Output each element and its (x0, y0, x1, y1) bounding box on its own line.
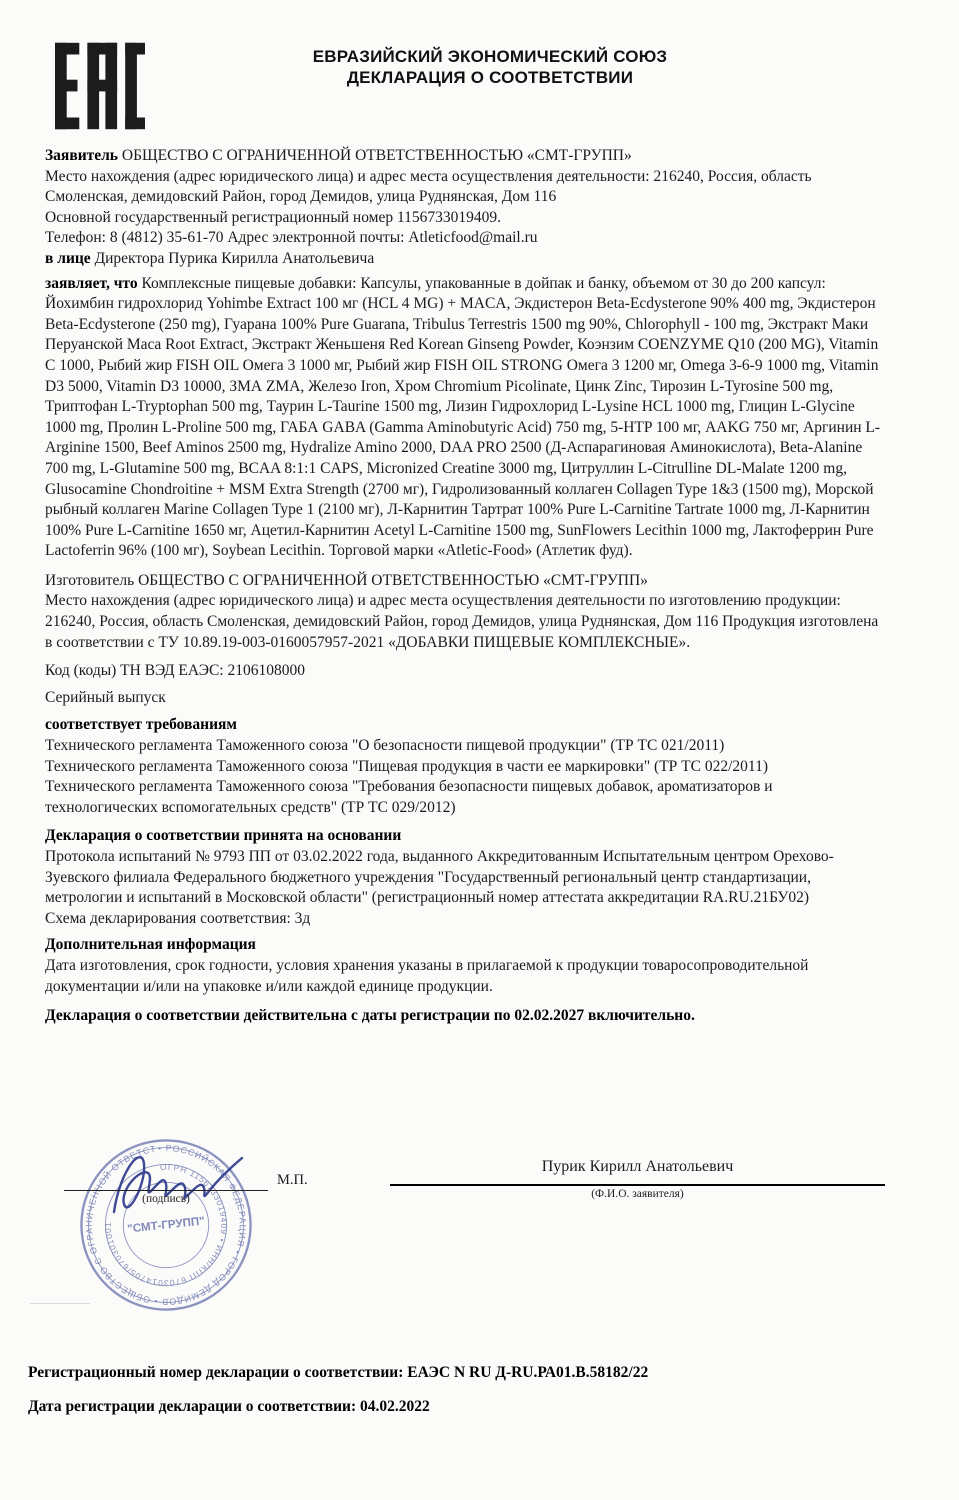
compliance-item-1: Технического регламента Таможенного союза "О безопасности пищевой продукции" (ТР ТС 021/2011) (45, 737, 725, 755)
applicant-name-line (45, 146, 883, 167)
stamp-outer-text: • РОССИЙСКАЯ ФЕДЕРАЦИЯ • ГОРОД ДЕМИДОВ • ОБЩЕСТВО С ОГРАНИЧЕННОЙ ОТВЕТСТВЕННОСТЬЮ (62, 1137, 248, 1307)
document-body (45, 146, 883, 1027)
validity-text: Декларация о соответствии действительна с даты регистрации по 02.02.2027 включительно. (45, 1007, 695, 1025)
compliance-item-2: Технического регламента Таможенного союза "Пищевая продукция в части ее маркировки" (ТР ТС 022/2011) (45, 757, 768, 775)
applicant-address: Место нахождения (адрес юридического лица) и адрес места осуществления деятельности: 216240, Россия, область Смоленская, демидовский Район, город Демидов, улица Руднянская, Дом 116 (45, 167, 812, 206)
signatory-name: Пурик Кирилл Анатольевич (541, 1158, 734, 1175)
additional-header-text: Дополнительная информация (45, 936, 256, 954)
stamp-place-label: М.П. (277, 1172, 308, 1188)
tn-ved-code: Код (коды) ТН ВЭД ЕАЭС: 2106108000 (45, 662, 305, 680)
applicant-contacts: Телефон: 8 (4812) 35-61-70 Адрес электронной почты: Atleticfood@mail.ru (45, 229, 538, 247)
registration-number: Регистрационный номер декларации о соответствии: ЕАЭС N RU Д-RU.РА01.В.58182/22 (28, 1364, 649, 1381)
signatory-caption: (Ф.И.О. заявителя) (591, 1188, 684, 1200)
applicant-name: ОБЩЕСТВО С ОГРАНИЧЕННОЙ ОТВЕТСТВЕННОСТЬЮ «СМТ-ГРУПП» (118, 147, 632, 164)
validity-line (45, 1006, 883, 1027)
scan-artifact (30, 1303, 90, 1304)
signature-line (64, 1190, 268, 1191)
signatory-line (390, 1184, 885, 1186)
document-title (230, 46, 750, 88)
in-person-label: в лице (45, 249, 91, 267)
additional-text: Дата изготовления, срок годности, условия хранения указаны в прилагаемой к продукции товаросопроводительной документации и/или на упаковке и/или каждой единице продукции. (45, 956, 809, 995)
serial-release: Серийный выпуск (45, 688, 166, 706)
basis-scheme: Схема декларирования соответствия: 3д (45, 909, 311, 927)
compliance-item-3: Технического регламента Таможенного союза "Требования безопасности пищевых добавок, ароматизаторов и технологических вспомогательных средств" (ТР ТС 029/2012) (45, 778, 773, 816)
additional-header (45, 935, 883, 956)
eac-logo-icon (55, 40, 145, 137)
handwritten-signature (92, 1130, 262, 1235)
compliance-header-text: соответствует требованиям (45, 716, 237, 734)
basis-header-text: Декларация о соответствии принята на основании (45, 827, 402, 845)
manufacturer-title: Изготовитель ОБЩЕСТВО С ОГРАНИЧЕННОЙ ОТВЕТСТВЕННОСТЬЮ «СМТ-ГРУПП» (45, 571, 648, 589)
stamp-inner-text: ОГРН 1156733019409 • ИНН/КПП 6703014705/670301001 (102, 1161, 230, 1289)
stamp-center-text: "СМТ-ГРУПП" (126, 1215, 206, 1236)
basis-header (45, 826, 883, 847)
declares-label: заявляет, что (45, 274, 138, 292)
applicant-ogrn: Основной государственный регистрационный номер 1156733019409. (45, 208, 502, 226)
manufacturer-address: Место нахождения (адрес юридического лица) и адрес места осуществления деятельности по изготовлению продукции: 216240, Россия, область Смоленская, демидовский Район, город Демидов, улица Руднянская, Дом 116 Продукция изготовлена в соответствии с ТУ 10.89.19-003-0160057957-2021 «ДОБАВКИ ПИЩЕВЫЕ КОМПЛЕКСНЫЕ». (45, 592, 879, 651)
registration-footer (28, 1364, 928, 1416)
product-declaration (45, 274, 883, 562)
compliance-header (45, 715, 883, 736)
registration-date: Дата регистрации декларации о соответствии: 04.02.2022 (28, 1398, 430, 1415)
title-declaration: ДЕКЛАРАЦИЯ О СООТВЕТСТВИИ (346, 68, 634, 87)
product-description: Комплексные пищевые добавки: Капсулы, упакованные в дойпак и банку, объемом от 30 до 200 капсул: Йохимбин гидрохлорид Yohimbe Extract 100 мг (HCL 4 MG) + MACA, Экдистерон Beta-Ecdysterone 90% 400 mg, Экдистерон Beta-Ecdysterone (250 mg), Гуарана 100% Pure Guarana, Tribulus Terrestris 1500 mg 90%, Chlorophyll - 100 mg, Экстракт Маки Перуанской Maca Root Extract, Экстракт Женьшеня Red Korean Ginseng Powder, Коэнзим COENZYME Q10 (200 MG), Vitamin C 1000, Рыбий жир FISH OIL Омега 3 1000 мг, Рыбий жир FISH OIL STRONG Омега 3 1200 мг, Omega 3-6-9 1000 mg, Vitamin D3 5000, Vitamin D3 10000, ЗМА ZMA, Железо Iron, Хром Chromium Picolinate, Цинк Zinc, Тирозин L-Tyrosine 500 mg, Триптофан L-Tryptophan 500 mg, Таурин L-Taurine 1500 mg, Лизин Гидрохлорид L-Lysine HCL 1000 mg, Глицин L-Glycine 1000 mg, Пролин L-Proline 500 mg, ГАБА GABA (Gamma Aminobutyric Acid) 750 mg, 5-HTP 100 мг, AAKG 750 мг, Аргинин L-Arginine 1500, Beef Aminos 2500 mg, Hydralize Amino 2000, DAA PRO 2500 (Д-Аспарагиновая Аминокислота), Beta-Alanine 700 mg, L-Glutamine 500 mg, BCAA 8:1:1 CAPS, Micronized Creatine 3000 mg, Цитруллин L-Citrulline DL-Malate 1200 mg, Glusocamine Chondroitine + MSM Extra Strength (2700 мг), Гидролизованный коллаген Collagen Type 1&3 (1500 mg), Морской рыбный коллаген Marine Collagen Type 1 (2100 мг), Л-Карнитин Тартрат 100% Pure L-Carnitine Tartrate 1000 mg, Л-Карнитин 100% Pure L-Carnitine 1650 мг, Ацетил-Карнитин Acetyl L-Carnitine 1500 mg, SunFlowers Lecithin 1000 mg, Лактоферрин Pure Lactoferrin 96% (100 мг), Soybean Lecithin. Торговой марки «Atletic-Food» (Атлетик фуд). (45, 274, 881, 560)
applicant-signature-block (390, 1158, 885, 1200)
title-union: ЕВРАЗИЙСКИЙ ЭКОНОМИЧЕСКИЙ СОЮЗ (312, 47, 668, 66)
signature-caption: (подпись) (142, 1193, 190, 1205)
applicant-label: Заявитель (45, 147, 119, 164)
in-person-name: Директора Пурика Кирилла Анатольевича (90, 249, 375, 267)
basis-text: Протокола испытаний № 9793 ПП от 03.02.2022 года, выданного Аккредитованным Испытательным центром Орехово-Зуевского филиала Федерального бюджетного учреждения "Государственный региональный центр стандартизации, метрологии и испытаний в Московской области" (регистрационный номер аттестата аккредитации RA.RU.21БУ02) (45, 848, 834, 907)
applicant-in-person (45, 249, 883, 270)
